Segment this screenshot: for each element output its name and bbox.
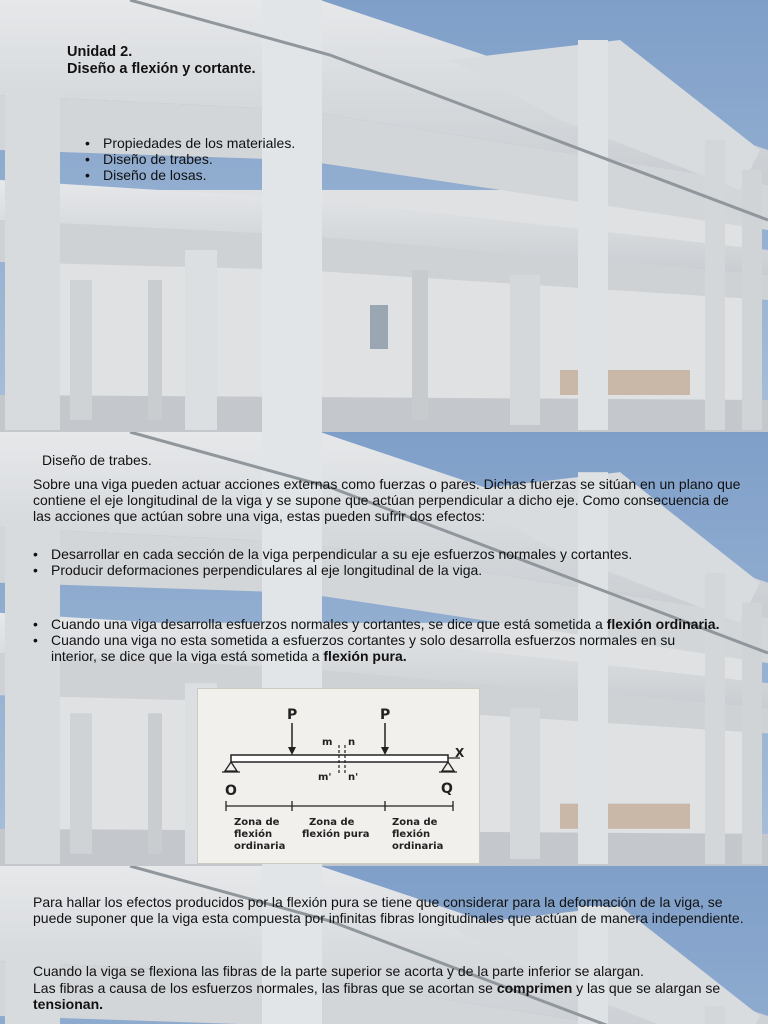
- support-label-right: Q: [441, 781, 453, 797]
- support-label-left: O: [225, 783, 237, 799]
- load-label-right: P: [380, 707, 391, 723]
- paragraph-flexion: Cuando la viga se flexiona las fibras de la parte superior se acorta y de la parte inferior se alargan.: [33, 963, 644, 979]
- case-term: flexión ordinaria.: [606, 616, 720, 632]
- topic-item: • Diseño de losas.: [85, 167, 295, 183]
- paragraph-stress: [33, 980, 748, 1012]
- case-ordinary: [33, 616, 723, 632]
- case-pure: [33, 632, 723, 664]
- stress-term: tensionan.: [33, 996, 104, 1012]
- section-label-n: n: [348, 737, 356, 748]
- zone-1-label: ordinaria: [234, 841, 286, 852]
- effect-item: • Producir deformaciones perpendiculares al eje longitudinal de la viga.: [33, 562, 733, 578]
- title-line-2: Diseño a flexión y cortante.: [67, 61, 256, 77]
- section-label-m: m: [322, 737, 333, 748]
- title-line-1: Unidad 2.: [67, 44, 133, 60]
- support-left-icon: [225, 762, 237, 771]
- load-label-left: P: [287, 707, 298, 723]
- arrowhead-icon: [381, 747, 389, 755]
- slide-title: [67, 44, 256, 78]
- case-text: Cuando una viga no esta sometida a esfuerzos cortantes y solo desarrolla esfuerzos normales en su interior, se dice que la viga está sometida a: [51, 632, 676, 664]
- slide-3: [0, 866, 768, 1024]
- zone-2-label: flexión pura: [302, 829, 370, 840]
- slide-1: [0, 0, 768, 432]
- topic-item: • Propiedades de los materiales.: [85, 135, 295, 151]
- cases-list: [33, 616, 723, 664]
- effect-item: • Desarrollar en cada sección de la viga perpendicular a su eje esfuerzos normales y cortantes.: [33, 546, 733, 562]
- zone-3-label: flexión: [392, 829, 431, 840]
- paragraph-fibers: Para hallar los efectos producidos por la flexión pura se tiene que considerar para la deformación de la viga, se puede suponer que la viga esta compuesta por infinitas fibras longitudinales que actúan de manera independiente.: [33, 894, 744, 926]
- case-term: flexión pura.: [323, 648, 407, 664]
- slide-2: [0, 432, 768, 866]
- section-heading: Diseño de trabes.: [42, 452, 152, 468]
- beam-diagram: [197, 688, 480, 864]
- section-label-n-prime: n': [348, 772, 359, 783]
- arrowhead-icon: [288, 747, 296, 755]
- topic-list: [85, 135, 295, 183]
- zone-3-label: ordinaria: [392, 841, 444, 852]
- stress-text: y las que se alargan se: [572, 980, 721, 996]
- topic-item: • Diseño de trabes.: [85, 151, 295, 167]
- stress-text: Las fibras a causa de los esfuerzos normales, las fibras que se acortan se: [33, 980, 497, 996]
- stress-term: comprimen: [496, 980, 573, 996]
- case-text: Cuando una viga desarrolla esfuerzos normales y cortantes, se dice que está sometida a: [51, 616, 607, 632]
- section-label-m-prime: m': [318, 772, 332, 783]
- axis-label: X: [455, 746, 465, 760]
- zone-3-label: Zona de: [392, 817, 438, 828]
- zone-1-label: Zona de: [234, 817, 280, 828]
- intro-paragraph: Sobre una viga pueden actuar acciones externas como fuerzas o pares. Dichas fuerzas se sitúan en un plano que contiene el eje longitudinal de la viga y se supone que actúan perpendicular a dicho eje. Como consecuencia de las acciones que actúan sobre una viga, estas pueden sufrir dos efectos:: [33, 476, 741, 524]
- support-right-icon: [442, 762, 454, 771]
- effects-list: [33, 546, 733, 578]
- zone-1-label: flexión: [234, 829, 273, 840]
- zone-2-label: Zona de: [309, 817, 355, 828]
